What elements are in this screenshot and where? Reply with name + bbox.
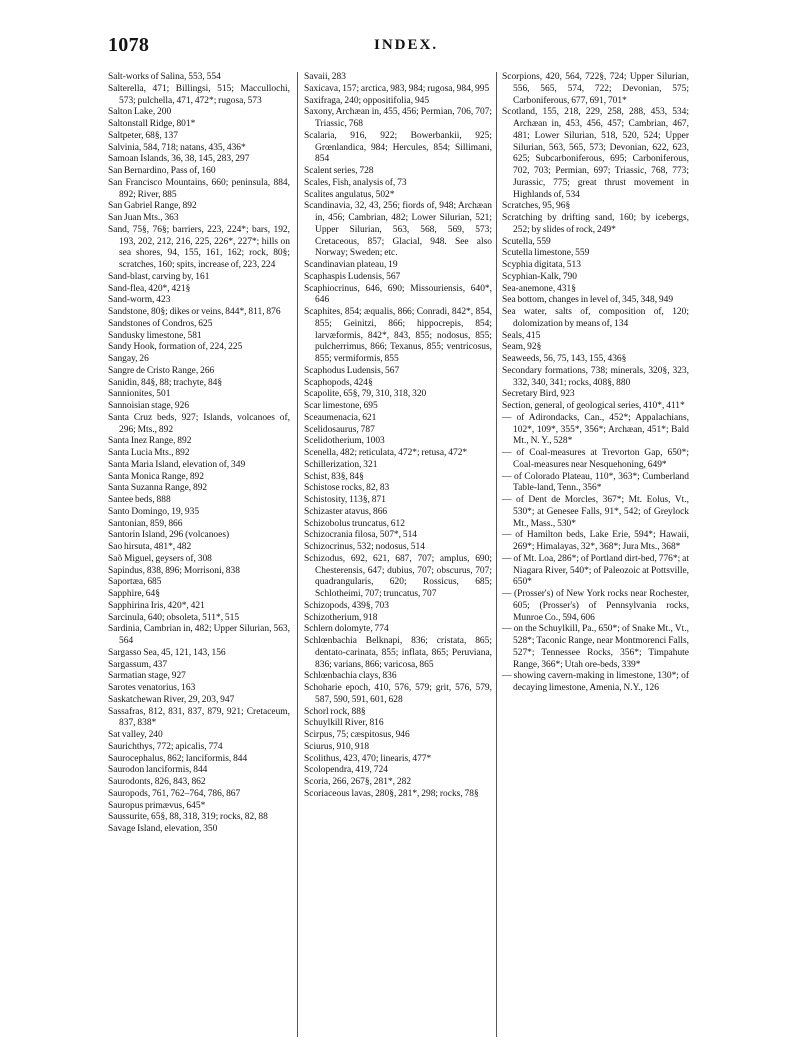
- index-entry: Sea bottom, changes in level of, 345, 348, 949: [502, 295, 674, 306]
- index-entry: Seals, 415: [502, 330, 541, 341]
- index-entry: Schuylkill River, 816: [304, 718, 384, 729]
- index-entry: Samoan Islands, 36, 38, 145, 283, 297: [108, 154, 250, 165]
- index-entry: Schlern dolomyte, 774: [304, 624, 389, 635]
- index-entry: Santee beds, 888: [108, 495, 171, 505]
- index-entry: Schist, 83§, 84§: [304, 471, 364, 482]
- index-column-1: [108, 72, 290, 836]
- index-entry: — of Dent de Morcles, 367*; Mt. Eolus, Vt., 530*; at Genesee Falls, 91*, 542; of Greylock Mt., Mass., 530*: [502, 495, 689, 529]
- index-entry: Schizotherium, 918: [304, 612, 378, 623]
- index-entry: Sannoisian stage, 926: [108, 401, 190, 411]
- index-entry: Scandinavia, 32, 43, 256; fiords of, 948; Archæan in, 456; Cambrian, 482; Lower Silurian, 521; Upper Silurian, 563, 568, 569, 573; Cretaceous, 857; Glacial, 948. See also Norway; Sweden; etc.: [304, 201, 492, 259]
- index-entry: Seaweeds, 56, 75, 143, 155, 436§: [502, 354, 627, 364]
- index-entry: Scales, Fish, analysis of, 73: [304, 177, 407, 188]
- index-entry: Sao hirsuta, 481*, 482: [108, 542, 192, 552]
- index-entry: Scar limestone, 695: [304, 401, 378, 411]
- index-entry: San Gabriel Range, 892: [108, 201, 197, 212]
- index-entry: Schistose rocks, 82, 83: [304, 483, 390, 494]
- index-entry: Saurodon lanciformis, 844: [108, 765, 208, 776]
- index-entry: Scotland, 155, 218, 229, 258, 288, 453, 534; Archæan in, 453, 456, 457; Cambrian, 467, 481; Lower Silurian, 518, 520, 524; Upper Silurian, 563, 565, 573; Devonian, 622, 623, 625; Subcarboniferous, 695; Carboniferous, 702, 703; Permian, 697; Triassic, 768, 773; Jurassic, 775; great thrust movement in Highlands of, 534: [502, 107, 689, 200]
- index-entry: Scalaria, 916, 922; Bowerbankii, 925; Grœnlandica, 984; Hercules, 854; Sillimani, 854: [304, 130, 492, 165]
- index-entry: — of Mt. Loa, 286*; of Portland dirt-bed, 776*; at Niagara River, 540*; of Paleozoic at Pottsville, 650*: [502, 553, 689, 588]
- index-entry: Scutella, 559: [502, 236, 551, 247]
- index-entry: San Francisco Mountains, 660; peninsula, 884, 892; River, 885: [108, 177, 290, 200]
- index-entry: Saurocephalus, 862; lanciformis, 844: [108, 753, 248, 764]
- index-entry: Scyphian-Kalk, 790: [502, 271, 577, 282]
- index-entry: Sandstones of Condros, 625: [108, 318, 213, 329]
- index-entry: Saurichthys, 772; apicalis, 774: [108, 741, 223, 752]
- index-entry: Santa Maria Island, elevation of, 349: [108, 459, 246, 470]
- index-entry: Secretary Bird, 923: [502, 389, 575, 400]
- index-entry: Schizodus, 692, 621, 687, 707; amplus, 690; Chesterensis, 647; dubius, 707; obscurus, 707; quadrangularis, 620; Rossicus, 685; Schlotheimi, 707; truncatus, 707: [304, 553, 492, 599]
- index-entry: San Juan Mts., 363: [108, 213, 179, 223]
- index-entry: Sarmatian stage, 927: [108, 671, 186, 682]
- index-entry: Scorpions, 420, 564, 722§, 724; Upper Silurian, 556, 565, 574, 722; Devonian, 575; Carboniferous, 677, 691, 701*: [502, 72, 689, 106]
- index-entry: Sandy Hook, formation of, 224, 225: [108, 342, 243, 353]
- index-entry: Scaphopods, 424§: [304, 377, 373, 388]
- index-entry: Saurodonts, 826, 843, 862: [108, 777, 206, 787]
- index-entry: Sangay, 26: [108, 354, 149, 364]
- index-entry: Salterella, 471; Billingsi, 515; Maccullochi, 573; pulchella, 471, 472*; rugosa, 573: [108, 83, 290, 106]
- index-entry: Salton Lake, 200: [108, 107, 172, 118]
- index-entry: Santonian, 859, 866: [108, 518, 183, 529]
- index-entry: San Bernardino, Pass of, 160: [108, 166, 216, 176]
- index-entry: Saportæa, 685: [108, 577, 162, 588]
- index-entry: Scenella, 482; reticulata, 472*; retusa, 472*: [304, 448, 468, 458]
- index-entry: Scratching by drifting sand, 160; by icebergs, 252; by slides of rock, 249*: [502, 213, 689, 235]
- index-entry: Schizocrania filosa, 507*, 514: [304, 530, 418, 541]
- index-entry: Scratches, 95, 96§: [502, 201, 571, 212]
- index-entry: Sannionites, 501: [108, 389, 171, 400]
- index-entry: Schorl rock, 88§: [304, 706, 366, 717]
- index-entry: Sauropus primævus, 645*: [108, 800, 206, 811]
- index-entry: Sassafras, 812, 831, 837, 879, 921; Cretaceum, 837, 838*: [108, 706, 290, 729]
- index-entry: Scaphodus Ludensis, 567: [304, 365, 400, 376]
- index-entry: Scelidosaurus, 787: [304, 424, 375, 435]
- index-entry: Sea water, salts of, composition of, 120; dolomization by means of, 134: [502, 307, 689, 329]
- index-entry: Santorin Island, 296 (volcanoes): [108, 530, 230, 541]
- index-entry: Schizobolus truncatus, 612: [304, 518, 405, 529]
- index-entry: Sand-flea, 420*, 421§: [108, 283, 191, 294]
- index-entry: Sand-blast, carving by, 161: [108, 271, 210, 282]
- index-entry: Santo Domingo, 19, 935: [108, 506, 200, 517]
- index-entry: Sea-anemone, 431§: [502, 283, 576, 294]
- index-entry: Santa Suzanna Range, 892: [108, 483, 208, 494]
- index-entry: Scelidotherium, 1003: [304, 436, 385, 447]
- index-entry: — of Hamilton beds, Lake Erie, 594*; Hawaii, 269*; Himalayas, 32*, 368*; Jura Mts., 368*: [502, 530, 689, 552]
- index-entry: Saltonstall Ridge, 801*: [108, 119, 196, 129]
- column-divider: [496, 72, 497, 1037]
- running-header: INDEX.: [374, 37, 439, 53]
- index-entry: Scolopendra, 419, 724: [304, 765, 388, 776]
- index-entry: Saxony, Archæan in, 455, 456; Permian, 706, 707; Triassic, 768: [304, 107, 492, 129]
- index-entry: Sardinia, Cambrian in, 482; Upper Silurian, 563, 564: [108, 624, 290, 646]
- index-entry: Scirpus, 75; cæspitosus, 946: [304, 730, 410, 740]
- index-entry: Scaphiocrinus, 646, 690; Missouriensis, 640*, 646: [304, 283, 492, 306]
- index-entry: Scoriaceous lavas, 280§, 281*, 298; rocks, 78§: [304, 788, 479, 799]
- index-entry: Scyphia digitata, 513: [502, 260, 581, 270]
- index-entry: Santa Monica Range, 892: [108, 471, 204, 482]
- index-entry: Sat valley, 240: [108, 730, 163, 740]
- index-entry: Santa Inez Range, 892: [108, 436, 192, 447]
- index-entry: Sangre de Cristo Range, 266: [108, 365, 215, 376]
- index-entry: Sapindus, 838, 896; Morrisoni, 838: [108, 565, 240, 576]
- index-entry: — on the Schuylkill, Pa., 650*; of Snake Mt., Vt., 528*; Taconic Range, near Montmorenci Falls, 527*; Tennessee Rocks, 356*; Timpahute Range, 366*; Utah ore-beds, 339*: [502, 624, 689, 670]
- index-entry: Schizopods, 439§, 703: [304, 600, 389, 611]
- page-number: 1078: [108, 34, 150, 56]
- index-entry: Schillerization, 321: [304, 459, 378, 470]
- index-entry: Sargasso Sea, 45, 121, 143, 156: [108, 647, 226, 658]
- index-entry: Saxicava, 157; arctica, 983, 984; rugosa, 984, 995: [304, 83, 490, 94]
- column-divider: [297, 72, 298, 1037]
- index-entry: Sarotes venatorius, 163: [108, 683, 196, 693]
- index-entry: Sarcinula, 640; obsoleta, 511*, 515: [108, 612, 240, 623]
- index-column-3: [502, 72, 689, 695]
- index-entry: Sceaumenacia, 621: [304, 412, 377, 423]
- index-entry: Sand, 75§, 76§; barriers, 223, 224*; bars, 192, 193, 202, 212, 216, 225, 226*, 227*; hills on sea shores, 94, 155, 161, 162; rock, 80§; scratches, 160; spits, increase of, 223, 224: [108, 224, 290, 270]
- index-entry: — of Adirondacks, Can., 452*; Appalachians, 102*, 109*, 355*, 356*; Archæan, 451*; Bald Mt., N. Y., 528*: [502, 412, 689, 447]
- index-entry: Santa Cruz beds, 927; Islands, volcanoes of, 296; Mts., 892: [108, 412, 290, 435]
- index-entry: — (Prosser's) of New York rocks near Rochester, 605; (Prosser's) of Pennsylvania rocks, Munroe Co., 594, 606: [502, 589, 689, 623]
- index-entry: Savage Island, elevation, 350: [108, 824, 218, 834]
- index-entry: Scaphites, 854; æqualis, 866; Conradi, 842*, 854, 855; Geinitzi, 866; hippocrepis, 854; larvæformis, 842*, 843, 855; nodosus, 855; pulcherrimus, 866; Texanus, 855; ventricosus, 855; vermiformis, 855: [304, 307, 492, 364]
- index-entry: Schoharie epoch, 410, 576, 579; grit, 576, 579, 587, 590, 591, 601, 628: [304, 683, 492, 705]
- index-entry: Saskatchewan River, 29, 203, 947: [108, 694, 235, 705]
- index-entry: Sauropods, 761, 762–764, 786, 867: [108, 788, 241, 799]
- index-entry: Scoria, 266, 267§, 281*, 282: [304, 777, 412, 787]
- index-entry: Saõ Miguel, geysers of, 308: [108, 553, 212, 564]
- index-entry: Saussurite, 65§, 88, 318, 319; rocks, 82, 88: [108, 812, 268, 823]
- index-entry: Schlœnbachia Belknapi, 836; cristata, 865; dentato-carinata, 855; inflata, 865; Peruviana, 836; varians, 866; varicosa, 865: [304, 636, 492, 670]
- index-column-2: [304, 72, 492, 801]
- index-entry: Scolithus, 423, 470; linearis, 477*: [304, 753, 432, 764]
- index-entry: Sand-worm, 423: [108, 295, 171, 306]
- index-entry: — showing cavern-making in limestone, 130*; of decaying limestone, Amenia, N.Y., 126: [502, 671, 689, 693]
- index-entry: Sargassum, 437: [108, 659, 168, 670]
- index-entry: Santa Lucia Mts., 892: [108, 448, 190, 458]
- index-entry: Savaii, 283: [304, 72, 346, 82]
- index-entry: Schistosity, 113§, 871: [304, 495, 386, 505]
- index-entry: Scapolite, 65§, 79, 310, 318, 320: [304, 389, 427, 400]
- index-entry: Scalent series, 728: [304, 166, 374, 176]
- index-entry: Scandinavian plateau, 19: [304, 260, 398, 270]
- index-entry: — of Coal-measures at Trevorton Gap, 650*; Coal-measures near Nesquehoning, 649*: [502, 448, 689, 470]
- index-entry: Salt-works of Salina, 553, 554: [108, 72, 221, 82]
- index-entry: Sapphire, 64§: [108, 589, 160, 599]
- index-entry: Saltpeter, 68§, 137: [108, 130, 178, 141]
- index-entry: Schlœnbachia clays, 836: [304, 671, 397, 682]
- index-entry: Saxifraga, 240; oppositifolia, 945: [304, 95, 430, 106]
- index-entry: Schizaster atavus, 866: [304, 506, 388, 517]
- index-entry: Scalites angulatus, 502*: [304, 189, 395, 200]
- index-entry: Sandusky limestone, 581: [108, 330, 202, 341]
- index-entry: Sapphirina Iris, 420*, 421: [108, 600, 205, 611]
- index-entry: Section, general, of geological series, 410*, 411*: [502, 401, 685, 411]
- index-entry: Salvinia, 584, 718; natans, 435, 436*: [108, 142, 246, 153]
- index-entry: Scutella limestone, 559: [502, 248, 590, 259]
- index-entry: Sciurus, 910, 918: [304, 741, 370, 752]
- index-entry: — of Colorado Plateau, 110*, 363*; Cumberland Table-land, Tenn., 356*: [502, 471, 689, 494]
- index-entry: Schizocrinus, 532; nodosus, 514: [304, 542, 425, 552]
- index-entry: Secondary formations, 738; minerals, 320§, 323, 332, 340, 341; rocks, 408§, 880: [502, 365, 689, 388]
- index-entry: Seam, 92§: [502, 342, 542, 353]
- index-entry: Sandstone, 80§; dikes or veins, 844*, 811, 876: [108, 307, 281, 317]
- index-entry: Sanidin, 84§, 88; trachyte, 84§: [108, 377, 223, 388]
- index-entry: Scaphaspis Ludensis, 567: [304, 271, 401, 282]
